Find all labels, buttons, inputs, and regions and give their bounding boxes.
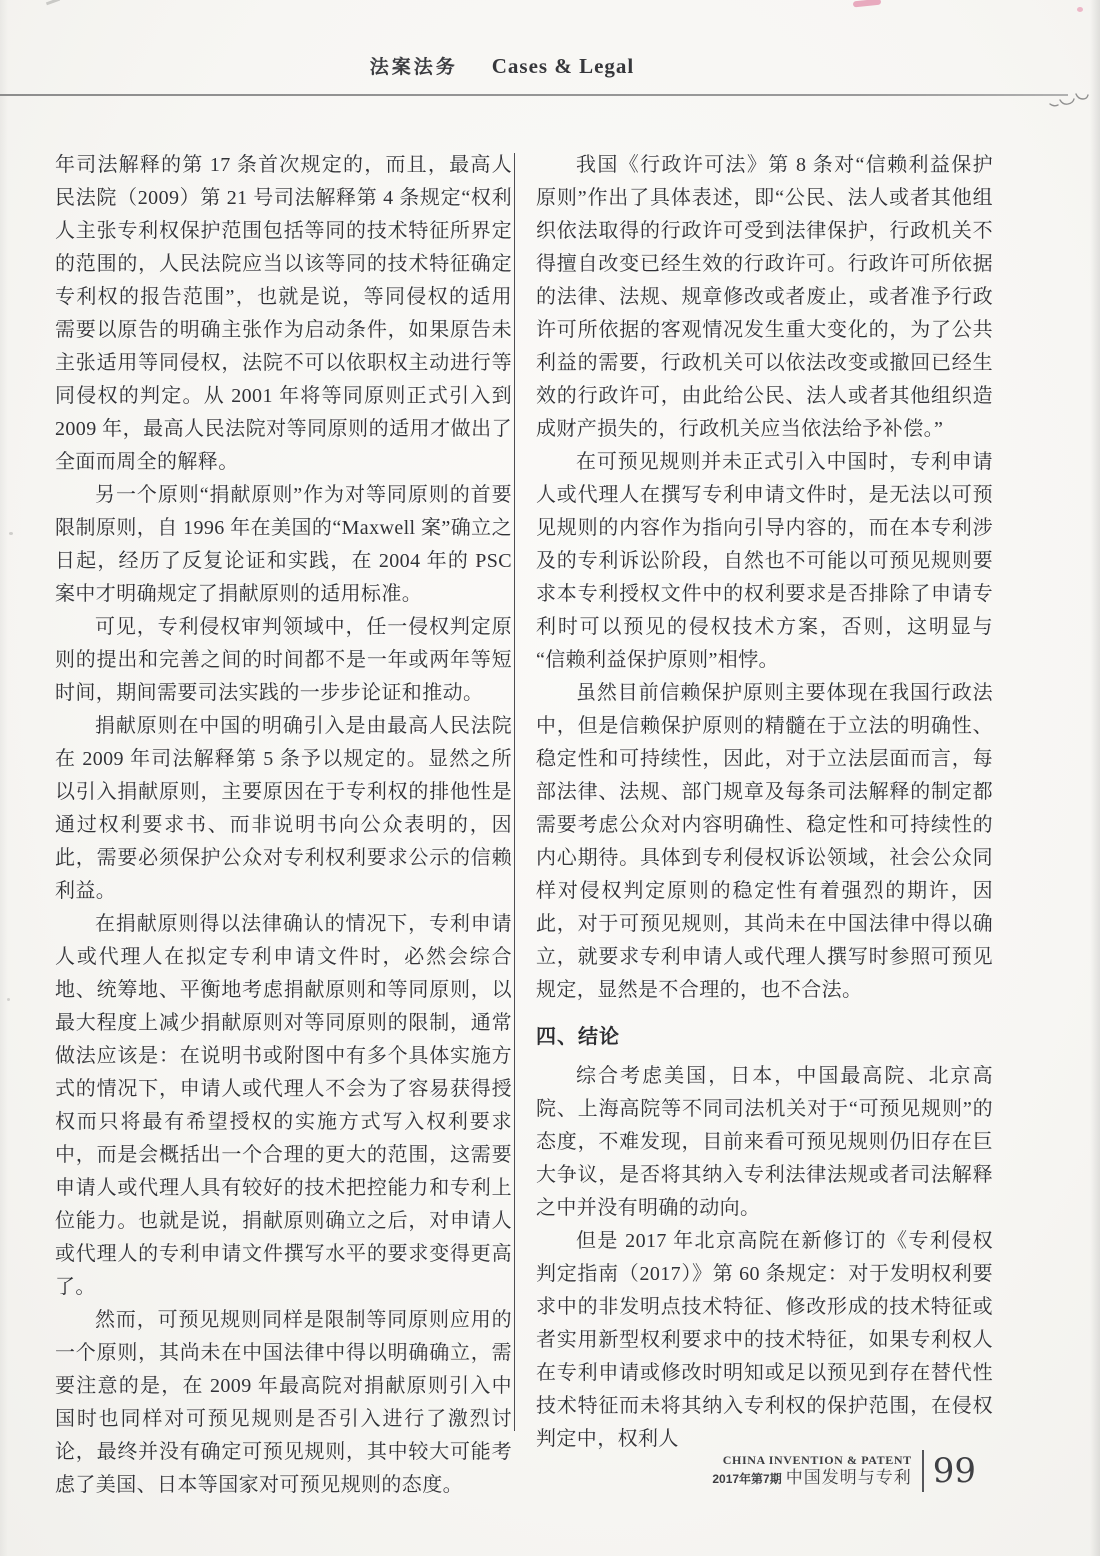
section-heading: 四、结论 [536, 1026, 620, 1048]
body-paragraph: 综合考虑美国，日本，中国最高院、北京高院、上海高院等不同司法机关对于“可预见规则”的态度，不难发现，目前来看可预见规则仍旧存在巨大争议，是否将其纳入专利法律法规或者司法解释之中并没有明确的动向。 [536, 1065, 993, 1219]
body-paragraph: 在捐献原则得以法律确认的情况下，专利申请人或代理人在拟定专利申请文件时，必然会综合地、统筹地、平衡地考虑捐献原则和等同原则，以最大程度上减少捐献原则对等同原则的限制，通常做法应该是：在说明书或附图中有多个具体实施方式的情况下，申请人或代理人不会为了容易获得授权而只将最有希望授权的实施方式写入权利要求中，而是会概括出一个合理的更大的范围，这需要申请人或代理人具有较好的技术把控能力和专利上位能力。也就是说，捐献原则确立之后，对申请人或代理人的专利申请文件撰写水平的要求变得更高了。 [55, 913, 512, 1298]
text-column-right [536, 149, 993, 1456]
scan-artifact-pink-dot [1077, 7, 1083, 12]
issue-label: 2017年第7期 [712, 1471, 782, 1486]
header-rule [0, 94, 1068, 96]
body-paragraph: 捐献原则在中国的明确引入是由最高人民法院在 2009 年司法解释第 5 条予以规定的。显然之所以引入捐献原则，主要原因在于专利权的排他性是通过权利要求书、而非说明书向公众表明的，因此，需要必须保护公众对专利权利要求公示的信赖利益。 [55, 715, 512, 902]
scan-squiggle-mark [1048, 88, 1090, 110]
page-header [0, 52, 1100, 79]
body-paragraph: 年司法解释的第 17 条首次规定的，而且，最高人民法院（2009）第 21 号司法解释第 4 条规定“权利人主张专利权保护范围包括等同的技术特征所界定的范围的，人民法院应当以该等同的技术特征确定专利权的报告范围”，也就是说，等同侵权的适用需要以原告的明确主张作为启动条件，如果原告未主张适用等同侵权，法院不可以依职权主动进行等同侵权的判定。从 2001 年将等同原则正式引入到 2009 年，最高人民法院对等同原则的适用才做出了全面而周全的解释。 [55, 154, 512, 473]
scan-artifact-gray-tick [46, 0, 60, 5]
body-paragraph: 我国《行政许可法》第 8 条对“信赖利益保护原则”作出了具体表述，即“公民、法人或者其他组织依法取得的行政许可受到法律保护，行政机关不得擅自改变已经生效的行政许可。行政许可所依据的法律、法规、规章修改或者废止，或者准予行政许可所依据的客观情况发生重大变化的，为了公共利益的需要，行政机关可以依法改变或撤回已经生效的行政许可，由此给公民、法人或者其他组织造成财产损失的，行政机关应当依法给予补偿。” [536, 154, 993, 440]
journal-name-en: CHINA INVENTION & PATENT [722, 1452, 912, 1467]
scan-edge-left [0, 0, 8, 1556]
page-footer [712, 1450, 976, 1492]
section-title-en: Cases & Legal [491, 54, 635, 78]
body-paragraph: 然而，可预见规则同样是限制等同原则应用的一个原则，其尚未在中国法律中得以明确确立，需要注意的是，在 2009 年最高院对捐献原则引入中国时也同样对可预见规则是否引入进行了激烈讨论，最终并没有确定可预见规则，其中较大可能考虑了美国、日本等国家对可预见规则的态度。 [55, 1309, 512, 1496]
body-paragraph: 另一个原则“捐献原则”作为对等同原则的首要限制原则，自 1996 年在美国的“Maxwell 案”确立之日起，经历了反复论证和实践，在 2004 年的 PSC 案中才明确规定了捐献原则的适用标准。 [55, 484, 512, 605]
body-paragraph: 虽然目前信赖保护原则主要体现在我国行政法中，但是信赖保护原则的精髓在于立法的明确性、稳定性和可持续性，因此，对于立法层面而言，每部法律、法规、部门规章及每条司法解释的制定都需要考虑公众对内容明确性、稳定性和可持续性的内心期待。具体到专利侵权诉讼领域，社会公众同样对侵权判定原则的稳定性有着强烈的期许，因此，对于可预见规则，其尚未在中国法律中得以确立，就要求专利申请人或代理人撰写时参照可预见规定，显然是不合理的，也不合法。 [536, 682, 993, 1001]
body-paragraph: 在可预见规则并未正式引入中国时，专利申请人或代理人在撰写专利申请文件时，是无法以可预见规则的内容作为指向引导内容的，而在本专利涉及的专利诉讼阶段，自然也不可能以可预见规则要求本专利授权文件中的权利要求是否排除了申请专利时可以预见的侵权技术方案，否则，这明显与“信赖利益保护原则”相悖。 [536, 451, 993, 671]
journal-info [712, 1454, 911, 1488]
article-body [55, 149, 1045, 1502]
section-title-cn: 法案法务 [369, 57, 458, 78]
body-paragraph: 但是 2017 年北京高院在新修订的《专利侵权判定指南（2017）》第 60 条规定：对于发明权利要求中的非发明点技术特征、修改形成的技术特征或者实用新型权利要求中的技术特征，如果专利权人在专利申请或修改时明知或足以预见到存在替代性技术特征而未将其纳入专利权的保护范围，在侵权判定中，权利人 [536, 1230, 993, 1450]
journal-name-cn: 中国发明与专利 [785, 1467, 912, 1487]
body-paragraph: 可见，专利侵权审判领域中，任一侵权判定原则的提出和完善之间的时间都不是一年或两年等短时间，期间需要司法实践的一步步论证和推动。 [55, 616, 512, 704]
scan-edge-right [1090, 0, 1100, 1556]
column-divider [514, 153, 515, 1431]
page-number: 99 [932, 1451, 976, 1491]
scan-artifact-pink-smudge [853, 0, 881, 7]
scan-artifact-speck [9, 532, 13, 535]
footer-divider [922, 1450, 924, 1492]
text-column-left [55, 149, 512, 1502]
